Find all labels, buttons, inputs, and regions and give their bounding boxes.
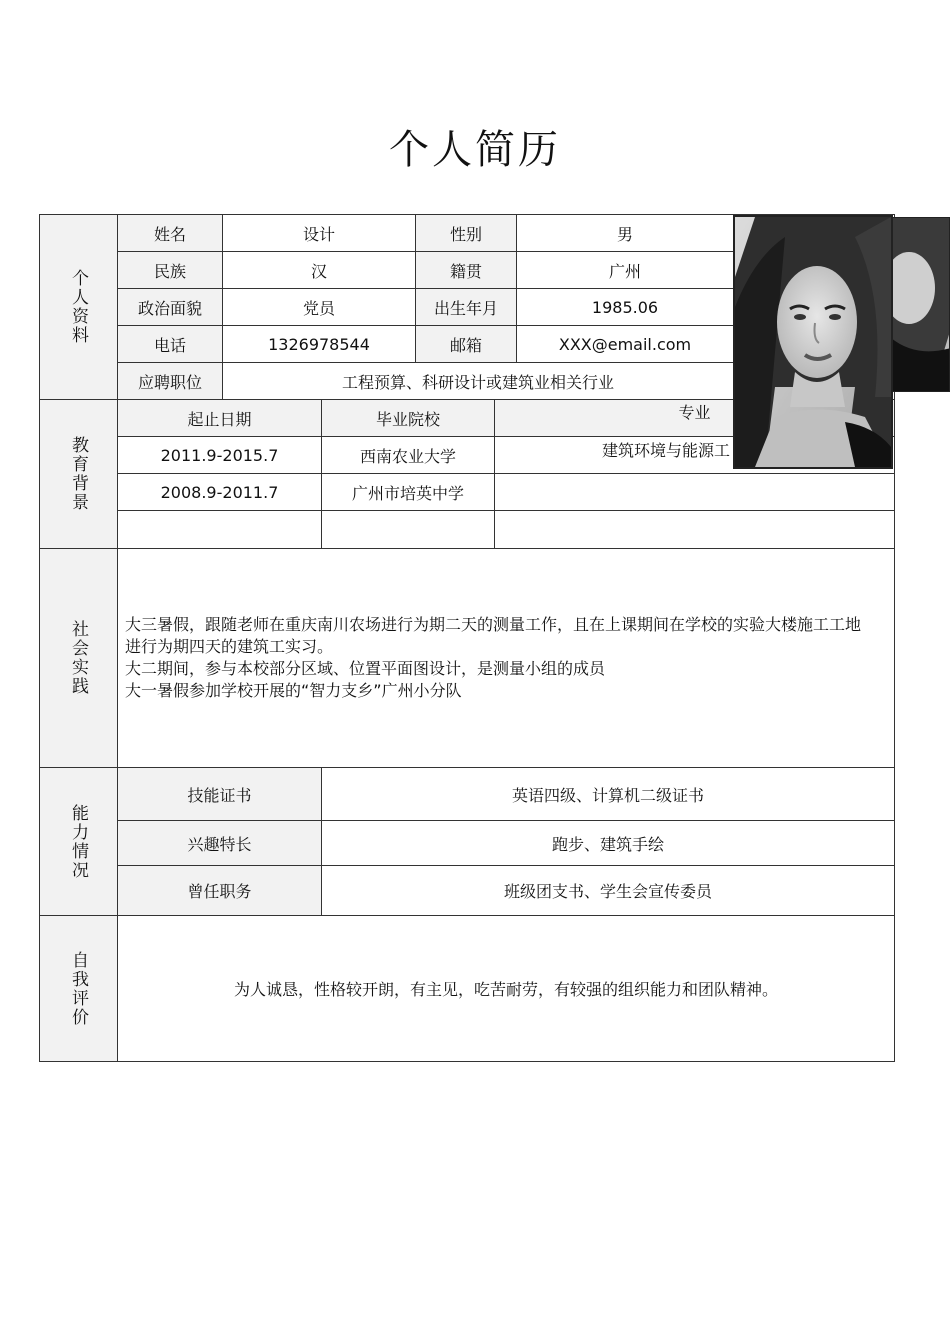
edu-row-1-date: 2011.9-2015.7 (160, 445, 279, 465)
section-label-personal: 个人资料 (68, 269, 88, 345)
practice-content (125, 614, 890, 702)
edu-header-school: 毕业院校 (375, 409, 440, 429)
gender-value: 男 (616, 224, 633, 244)
hobby-label: 兴趣特长 (187, 834, 252, 854)
practice-line-1: 大三暑假，跟随老师在重庆南川农场进行为期二天的测量工作，且在上课期间在学校的实验大楼施工工地 (125, 615, 862, 634)
edu-row-2-school: 广州市培英中学 (351, 483, 464, 503)
phone-value: 1326978544 (268, 334, 370, 354)
practice-line-4: 大一暑假参加学校开展的“智力支乡”广州小分队 (125, 681, 462, 700)
former-role-label: 曾任职务 (187, 882, 252, 901)
edu-row-2-date: 2008.9-2011.7 (160, 482, 279, 502)
name-label: 姓名 (153, 224, 186, 244)
position-label: 应聘职位 (137, 372, 202, 392)
edu-header-major: 专业 (678, 402, 711, 422)
birth-value: 1985.06 (591, 297, 659, 317)
origin-label: 籍贯 (449, 261, 482, 281)
hobby-value: 跑步、建筑手绘 (551, 834, 664, 854)
ethnicity-value: 汉 (310, 261, 327, 281)
former-role-value: 班级团支书、学生会宣传委员 (503, 882, 712, 901)
section-label-practice: 社会实践 (68, 620, 88, 696)
resume-title: 个人简历 (389, 127, 561, 173)
practice-line-3: 大二期间，参与本校部分区域、位置平面图设计，是测量小组的成员 (125, 659, 606, 678)
edu-row-1-school: 西南农业大学 (359, 446, 456, 466)
edu-row-1-major: 建筑环境与能源工 (602, 440, 731, 460)
origin-value: 广州 (608, 261, 641, 281)
section-label-ability: 能力情况 (68, 803, 88, 880)
skill-cert-label: 技能证书 (187, 785, 252, 805)
edu-row-2-major (495, 474, 894, 510)
edu-header-date: 起止日期 (187, 409, 252, 429)
political-label: 政治面貌 (137, 298, 202, 318)
political-value: 党员 (302, 298, 335, 318)
gender-label: 性别 (449, 224, 482, 244)
email-value: XXX@email.com (558, 334, 692, 354)
name-value: 设计 (302, 224, 335, 244)
self-eval-text: 为人诚恳，性格较开朗，有主见，吃苦耐劳，有较强的组织能力和团队精神。 (233, 980, 778, 999)
section-label-education: 教育背景 (68, 436, 88, 512)
profile-photo (733, 215, 893, 469)
practice-line-2: 进行为期四天的建筑工实习。 (125, 637, 334, 656)
ethnicity-label: 民族 (153, 261, 186, 281)
birth-label: 出生年月 (433, 298, 498, 318)
position-value: 工程预算、科研设计或建筑业相关行业 (341, 372, 614, 392)
section-label-self-eval: 自我评价 (68, 950, 88, 1027)
email-label: 邮箱 (449, 335, 482, 355)
phone-label: 电话 (153, 335, 186, 355)
skill-cert-value: 英语四级、计算机二级证书 (511, 785, 704, 805)
